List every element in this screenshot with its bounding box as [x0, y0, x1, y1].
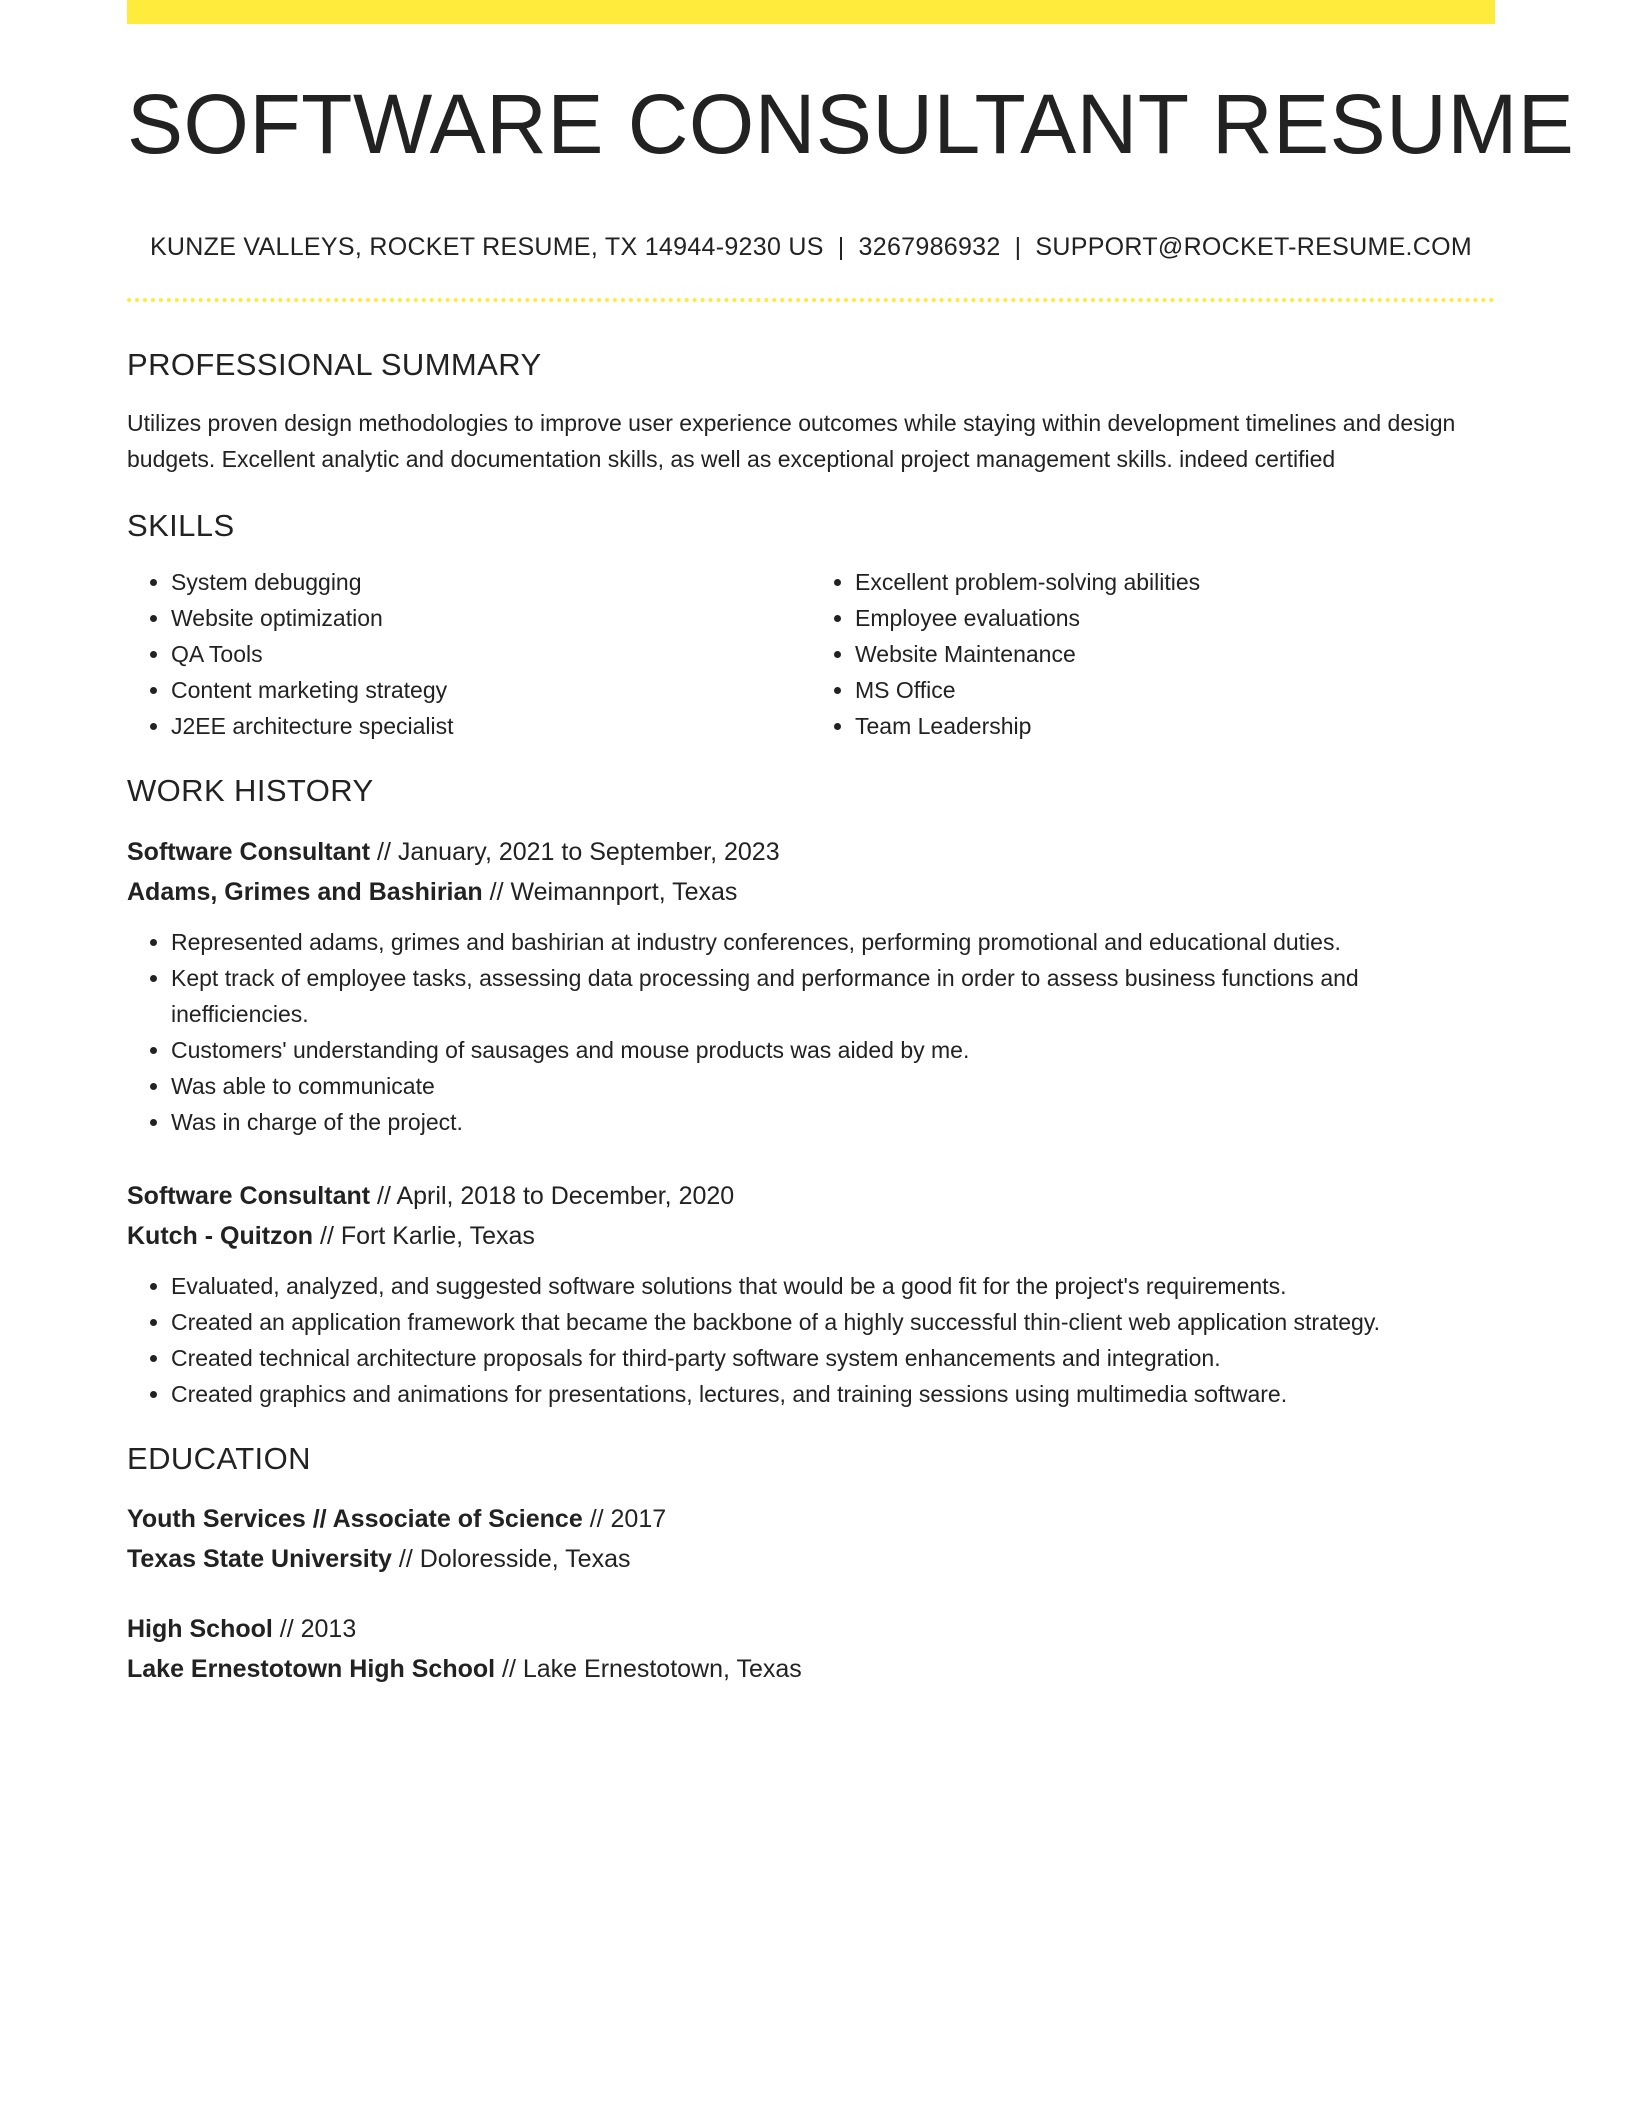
- contact-phone: 3267986932: [858, 233, 1001, 261]
- top-accent-bar: [127, 0, 1495, 24]
- resume-title: SOFTWARE CONSULTANT RESUME: [127, 77, 1575, 171]
- summary-text: Utilizes proven design methodologies to improve user experience outcomes while staying within development timelines and design budgets. Excellent analytic and documentation skills, as well as exceptional project management skills. indeed certified: [127, 410, 1456, 473]
- education-degree: Youth Services // Associate of Science: [127, 1504, 583, 1533]
- education-degree-line: [127, 1609, 1495, 1649]
- job-location: // Weimannport, Texas: [482, 877, 738, 906]
- skill-item: • Website Maintenance: [855, 636, 1495, 672]
- contact-address: KUNZE VALLEYS, ROCKET RESUME, TX 14944-9230 US: [149, 233, 824, 261]
- skills-column-right: [811, 564, 1495, 744]
- skills-heading: SKILLS: [127, 508, 235, 544]
- contact-line: [127, 232, 1495, 262]
- job-company: Adams, Grimes and Bashirian: [127, 877, 483, 906]
- job-entry: [127, 1176, 1495, 1412]
- job-title-line: [127, 1176, 1495, 1216]
- job-bullet: • Created an application framework that became the backbone of a highly successful thin-client web application strategy.: [171, 1304, 1495, 1340]
- education-location: // Doloresside, Texas: [391, 1544, 631, 1573]
- skill-item: • Website optimization: [171, 600, 811, 636]
- job-bullets: [127, 1268, 1495, 1412]
- dotted-divider: [127, 298, 1495, 302]
- job-bullet: • Was in charge of the project.: [171, 1104, 1495, 1140]
- education-school: Texas State University: [127, 1544, 392, 1573]
- education-school-line: [127, 1539, 1495, 1579]
- education-school: Lake Ernestotown High School: [127, 1654, 496, 1683]
- job-company-line: [127, 1216, 1495, 1256]
- skills-grid: [127, 564, 1495, 744]
- education-location: // Lake Ernestotown, Texas: [495, 1654, 802, 1683]
- skill-item: • Excellent problem-solving abilities: [855, 564, 1495, 600]
- work-history-heading: WORK HISTORY: [127, 773, 374, 809]
- contact-email[interactable]: SUPPORT@ROCKET-RESUME.COM: [1035, 233, 1473, 261]
- job-dates: // April, 2018 to December, 2020: [370, 1181, 735, 1210]
- job-title-line: [127, 832, 1495, 872]
- education-entry: [127, 1609, 1495, 1689]
- education-degree: High School: [127, 1614, 273, 1643]
- skill-item: • QA Tools: [171, 636, 811, 672]
- job-bullet: • Created technical architecture proposals for third-party software system enhancements and integration.: [171, 1340, 1495, 1376]
- skill-item: • System debugging: [171, 564, 811, 600]
- job-bullet: • Was able to communicate: [171, 1068, 1495, 1104]
- skill-item: • J2EE architecture specialist: [171, 708, 811, 744]
- job-company-line: [127, 872, 1495, 912]
- job-bullet: • Represented adams, grimes and bashirian at industry conferences, performing promotional and educational duties.: [171, 924, 1495, 960]
- job-bullets: [127, 924, 1495, 1140]
- job-bullet: • Customers' understanding of sausages and mouse products was aided by me.: [171, 1032, 1495, 1068]
- resume-page: [127, 0, 1575, 1689]
- skill-item: • Content marketing strategy: [171, 672, 811, 708]
- job-entry: [127, 832, 1495, 1140]
- job-bullet: • Created graphics and animations for presentations, lectures, and training sessions using multimedia software.: [171, 1376, 1495, 1412]
- education-entry: [127, 1499, 1495, 1579]
- job-bullet: • Kept track of employee tasks, assessing data processing and performance in order to assess business functions and inefficiencies.: [171, 960, 1495, 1032]
- education-heading: EDUCATION: [127, 1440, 311, 1476]
- skill-item: • Team Leadership: [855, 708, 1495, 744]
- education-year: // 2013: [272, 1614, 357, 1643]
- job-bullet: • Evaluated, analyzed, and suggested software solutions that would be a good fit for the project's requirements.: [171, 1268, 1495, 1304]
- job-company: Kutch - Quitzon: [127, 1221, 314, 1250]
- summary-heading: PROFESSIONAL SUMMARY: [127, 347, 542, 382]
- education-degree-line: [127, 1499, 1495, 1539]
- contact-separator: |: [1014, 233, 1022, 261]
- job-location: // Fort Karlie, Texas: [313, 1221, 535, 1250]
- skill-item: • Employee evaluations: [855, 600, 1495, 636]
- education-school-line: [127, 1649, 1495, 1689]
- skills-column-left: [127, 564, 811, 744]
- education-year: // 2017: [582, 1504, 667, 1533]
- job-dates: // January, 2021 to September, 2023: [370, 837, 780, 866]
- skill-item: • MS Office: [855, 672, 1495, 708]
- job-title: Software Consultant: [127, 837, 371, 866]
- job-title: Software Consultant: [127, 1181, 371, 1210]
- contact-separator: |: [837, 233, 845, 261]
